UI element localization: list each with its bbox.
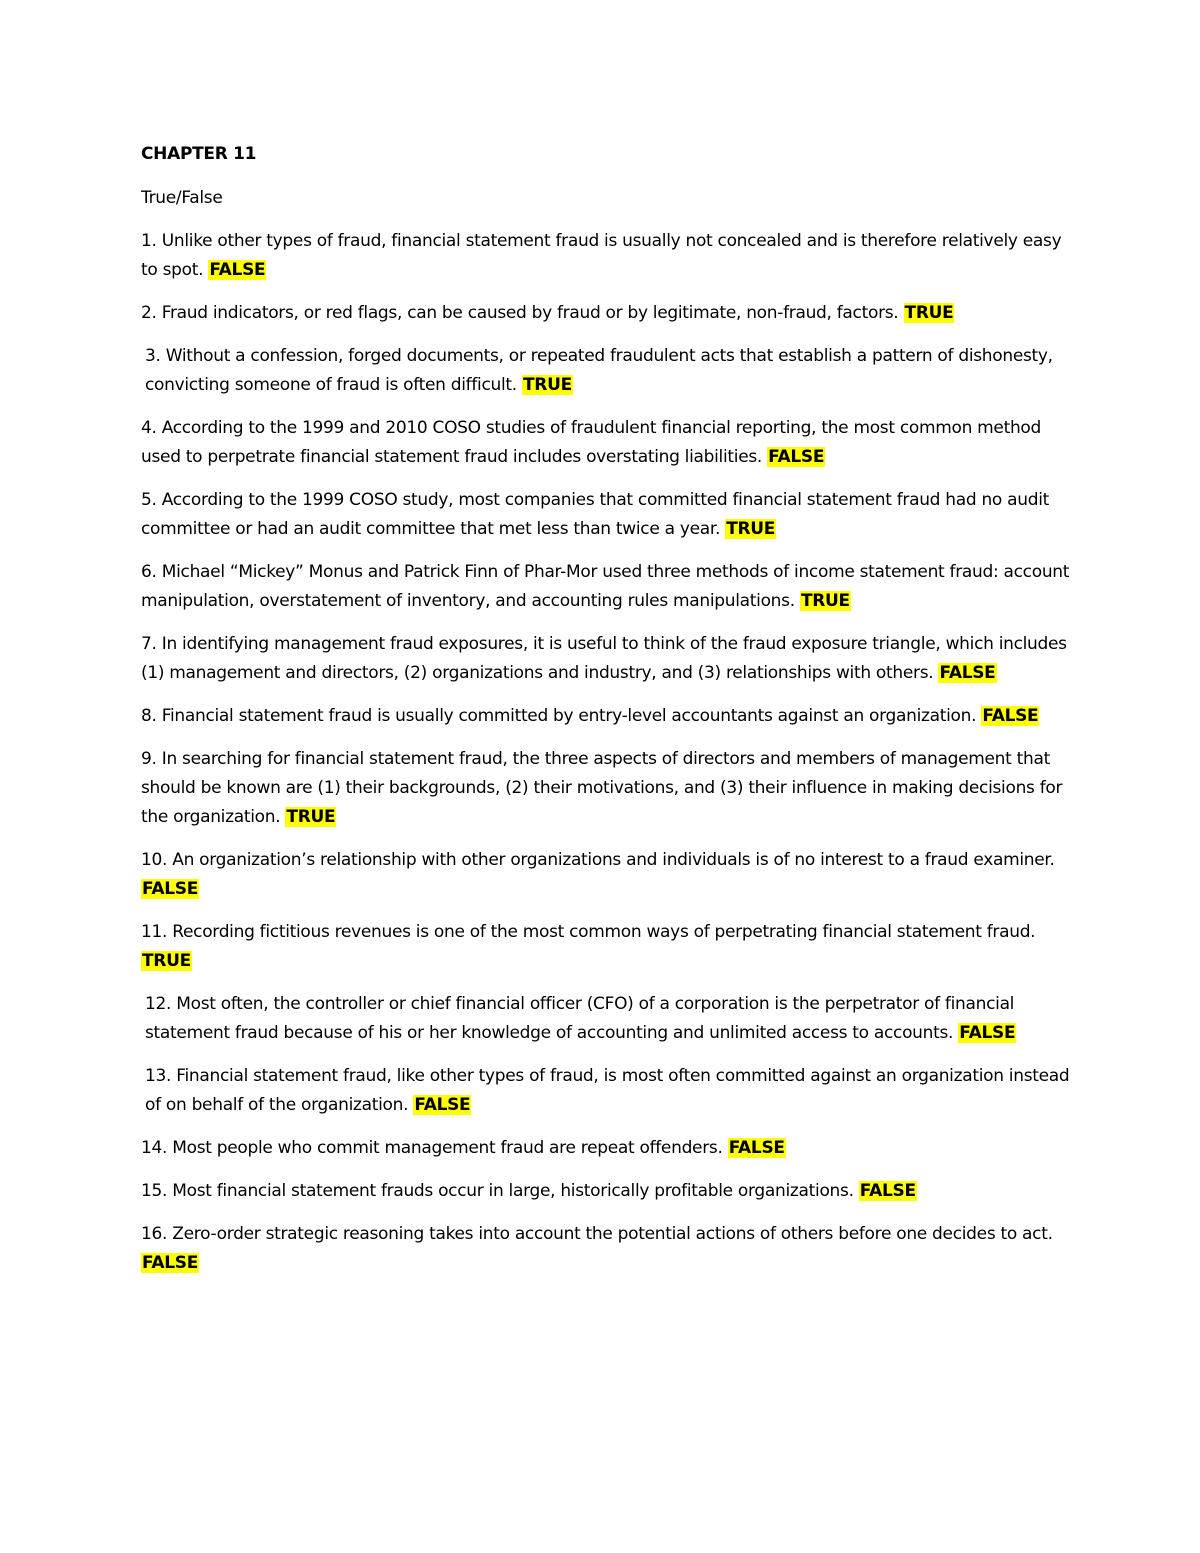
question-item xyxy=(141,1177,1071,1206)
question-text: According to the 1999 and 2010 COSO studies of fraudulent financial reporting, the most common method used to perpetrate financial statement fraud includes overstating liabilities. xyxy=(141,418,1042,467)
answer-highlight: TRUE xyxy=(522,375,572,395)
answer-highlight: FALSE xyxy=(142,879,199,899)
question-text: Most people who commit management fraud are repeat offenders. xyxy=(172,1138,723,1158)
answer-highlight: FALSE xyxy=(142,1253,199,1273)
question-text: Zero-order strategic reasoning takes into account the potential actions of others before one decides to act. xyxy=(172,1224,1053,1244)
section-title: True/False xyxy=(141,188,223,208)
answer-highlight: TRUE xyxy=(286,807,336,827)
question-number: 12. xyxy=(145,994,172,1014)
question-number: 1. xyxy=(141,231,157,251)
chapter-title: CHAPTER 11 xyxy=(141,144,257,164)
question-number: 9. xyxy=(141,749,157,769)
answer-highlight: FALSE xyxy=(959,1023,1016,1043)
answer-highlight: FALSE xyxy=(728,1138,785,1158)
answer-highlight: TRUE xyxy=(800,591,850,611)
question-number: 2. xyxy=(141,303,157,323)
answer-highlight: FALSE xyxy=(209,260,266,280)
question-text: According to the 1999 COSO study, most companies that committed financial statement fraud had no audit committee or had an audit committee that met less than twice a year. xyxy=(141,490,1049,539)
question-item xyxy=(141,702,1071,731)
question-item xyxy=(141,1134,1071,1163)
question-number: 7. xyxy=(141,634,157,654)
question-item xyxy=(141,558,1071,616)
question-text: Unlike other types of fraud, financial statement fraud is usually not concealed and is therefore relatively easy to spot. xyxy=(141,231,1062,280)
question-text: Recording fictitious revenues is one of the most common ways of perpetrating financial statement fraud. xyxy=(172,922,1036,942)
question-text: Financial statement fraud, like other types of fraud, is most often committed against an organization instead of on behalf of the organization. xyxy=(145,1066,1070,1115)
question-text: Most financial statement frauds occur in large, historically profitable organizations. xyxy=(172,1181,854,1201)
question-item xyxy=(141,745,1071,832)
question-text: Without a confession, forged documents, or repeated fraudulent acts that establish a pattern of dishonesty, convicting someone of fraud is often difficult. xyxy=(145,346,1053,395)
question-number: 4. xyxy=(141,418,157,438)
question-item xyxy=(141,299,1071,328)
answer-highlight: FALSE xyxy=(859,1181,916,1201)
question-number: 16. xyxy=(141,1224,168,1244)
question-item xyxy=(141,414,1071,472)
answer-highlight: TRUE xyxy=(726,519,776,539)
question-number: 14. xyxy=(141,1138,168,1158)
question-text: Fraud indicators, or red flags, can be caused by fraud or by legitimate, non-fraud, factors. xyxy=(161,303,899,323)
question-item xyxy=(141,918,1071,976)
answer-highlight: TRUE xyxy=(904,303,954,323)
question-number: 5. xyxy=(141,490,157,510)
question-number: 10. xyxy=(141,850,168,870)
question-text: Financial statement fraud is usually committed by entry-level accountants against an organization. xyxy=(161,706,977,726)
question-text: In identifying management fraud exposures, it is useful to think of the fraud exposure triangle, which includes (1) management and directors, (2) organizations and industry, and (3) relationships with others. xyxy=(141,634,1067,683)
question-number: 11. xyxy=(141,922,168,942)
question-item xyxy=(141,227,1071,285)
question-number: 6. xyxy=(141,562,157,582)
answer-highlight: FALSE xyxy=(768,447,825,467)
answer-highlight: TRUE xyxy=(142,951,191,971)
document-body xyxy=(141,140,1071,1292)
question-text: In searching for financial statement fraud, the three aspects of directors and members of management that should be known are (1) their backgrounds, (2) their motivations, and (3) their influence in making decisions for the organization. xyxy=(141,749,1063,827)
question-item xyxy=(141,846,1071,904)
answer-highlight: FALSE xyxy=(939,663,996,683)
question-text: An organization’s relationship with other organizations and individuals is of no interest to a fraud examiner. xyxy=(172,850,1055,870)
question-item xyxy=(141,1220,1071,1278)
question-text: Michael “Mickey” Monus and Patrick Finn of Phar-Mor used three methods of income statement fraud: account manipulation, overstatement of inventory, and accounting rules manipulations. xyxy=(141,562,1070,611)
question-item xyxy=(141,630,1071,688)
question-number: 8. xyxy=(141,706,157,726)
question-item xyxy=(141,486,1071,544)
question-number: 15. xyxy=(141,1181,168,1201)
answer-highlight: FALSE xyxy=(414,1095,471,1115)
question-item xyxy=(141,990,1071,1048)
question-number: 3. xyxy=(145,346,161,366)
question-text: Most often, the controller or chief financial officer (CFO) of a corporation is the perpetrator of financial statement fraud because of his or her knowledge of accounting and unlimited access to accounts. xyxy=(145,994,1015,1043)
answer-highlight: FALSE xyxy=(982,706,1039,726)
question-item xyxy=(141,1062,1071,1120)
question-number: 13. xyxy=(145,1066,172,1086)
question-item xyxy=(141,342,1071,400)
